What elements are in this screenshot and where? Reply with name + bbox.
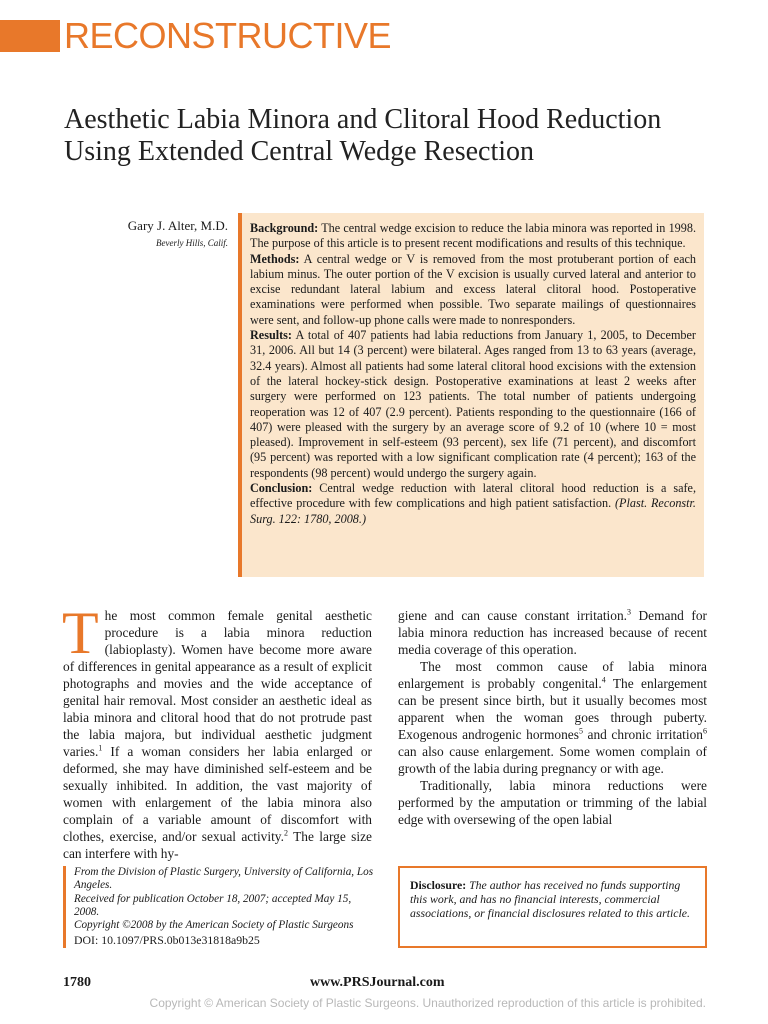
- abstract-conclusion: [250, 481, 696, 527]
- page-number: 1780: [63, 975, 91, 990]
- footnote-copyright: Copyright ©2008 by the American Society of Plastic Surgeons: [74, 919, 354, 932]
- copyright-notice: Copyright © American Society of Plastic Surgeons. Unauthorized reproduction of this article is prohibited.: [149, 996, 706, 1010]
- section-label: RECONSTRUCTIVE: [64, 15, 392, 56]
- body-text: and chronic irritation: [582, 727, 704, 742]
- body-column-left: [62, 600, 372, 862]
- body-paragraph-2: [398, 658, 707, 777]
- abstract-conclusion-label: Conclusion:: [250, 481, 313, 496]
- body-column-right: [398, 607, 707, 828]
- drop-cap: T: [62, 600, 99, 666]
- article-title: Aesthetic Labia Minora and Clitoral Hood Reduction Using Extended Central Wedge Resection: [64, 104, 662, 167]
- author-name: Gary J. Alter, M.D.: [127, 218, 228, 233]
- abstract-background-text: The central wedge excision to reduce the labia minora was reported in 1998. The purpose of this article is to present recent modifications and results of this technique.: [250, 221, 696, 251]
- reference-4: 4: [601, 675, 606, 685]
- article-footnote: [63, 866, 377, 948]
- abstract-background: [250, 221, 696, 252]
- disclosure-label: Disclosure:: [410, 878, 467, 892]
- abstract-background-label: Background:: [250, 221, 319, 235]
- abstract-methods: [250, 252, 696, 328]
- body-text: can also cause enlargement. Some women complain of growth of the labia during pregnancy or with age.: [398, 744, 707, 776]
- abstract-citation: (Plast. Reconstr. Surg. 122: 1780, 2008.): [250, 496, 696, 526]
- body-text: The most common cause of labia minora enlargement is probably congenital.: [398, 659, 707, 691]
- author-affiliation: Beverly Hills, Calif.: [156, 238, 228, 248]
- disclosure-box: [398, 866, 707, 948]
- footnote-affiliation: From the Division of Plastic Surgery, University of California, Los Angeles.: [74, 866, 374, 892]
- reference-5: 5: [578, 726, 583, 736]
- abstract-results-text: A total of 407 patients had labia reductions from January 1, 2005, to December 31, 2006. All but 14 (3 percent) were bilateral. Ages ranged from 13 to 63 years (average, 32.4 years). Almost all patients had some lateral clitoral hood excisions with the extension of the lateral hockey-stick design. Postoperative examinations at least 2 weeks after surgery were performed on 123 patients. The total number of patients undergoing reoperation was 12 of 407 (2.9 percent). Patients responding to the questionnaire (166 of 407) were pleased with the surgery by an average score of 9.2 of 10 (where 10 = most pleased). Improvement in self-esteem (93 percent), sex life (71 percent), and discomfort (95 percent) was reported with a low significant complication rate (4 percent); 163 of the respondents (98 percent) would undergo the surgery again.: [250, 328, 696, 480]
- body-paragraph-1: [62, 600, 372, 862]
- body-text: giene and can cause constant irritation.: [398, 608, 627, 623]
- journal-url-link[interactable]: www.PRSJournal.com: [310, 975, 445, 990]
- disclosure-text: The author has received no funds supporting this work, and has no financial interests, commercial associations, or financial disclosures related to this article.: [410, 878, 690, 920]
- abstract-box: [238, 213, 704, 577]
- body-text: The large size can interfere with hy-: [63, 829, 372, 861]
- abstract-methods-text: A central wedge or V is removed from the most protuberant portion of each labium minus. The outer portion of the V excision is usually curved lateral and anterior to excise redundant lateral labium and excess lateral clitoral hood. Postoperative examinations were performed when possible. Two separate mailings of questionnaires were sent, and follow-up phone calls were made to nonresponders.: [250, 251, 696, 327]
- body-text: The enlargement can be present since birth, but it usually becomes most apparent when the woman goes through puberty. Exogenous androgenic hormones: [398, 676, 707, 742]
- reference-1: 1: [98, 743, 103, 753]
- reference-6: 6: [703, 726, 708, 736]
- body-text: he most common female genital aesthetic procedure is a labia minora reduction (labioplasty). Women have become more aware of differences in genital appearance as a result of explicit photographs and movies and the wide acceptance of genital hair removal. Most consider an aesthetic ideal as labia minora and clitoral hood that do not protrude past the labia majora, but individual aesthetic judgment varies.: [63, 608, 372, 759]
- body-text: Demand for labia minora reduction has increased because of recent media coverage of this operation.: [398, 608, 707, 657]
- body-text: If a woman considers her labia enlarged or deformed, she may have diminished self-esteem and be sexually inhibited. In addition, the vast majority of women with enlargement of the labia minora also complain of a variable amount of discomfort with clothes, exercise, and/or sexual activity.: [63, 744, 372, 844]
- body-paragraph-3: Traditionally, labia minora reductions were performed by the amputation or trimming of the labial edge with oversewing of the open labial: [398, 778, 707, 827]
- abstract-conclusion-text: Central wedge reduction with lateral clitoral hood reduction is a safe, effective procedure with few complications and high patient satisfaction.: [250, 481, 696, 511]
- abstract-results-label: Results:: [250, 328, 292, 343]
- section-color-bar: [0, 20, 60, 52]
- abstract-results: [250, 328, 696, 481]
- doi-link[interactable]: DOI: 10.1097/PRS.0b013e31818a9b25: [74, 933, 260, 948]
- reference-3: 3: [627, 607, 631, 617]
- abstract-methods-label: Methods:: [250, 251, 300, 266]
- footnote-dates: Received for publication October 18, 2007; accepted May 15, 2008.: [74, 892, 352, 918]
- body-paragraph-1-continued: [398, 607, 707, 658]
- reference-2: 2: [283, 828, 288, 838]
